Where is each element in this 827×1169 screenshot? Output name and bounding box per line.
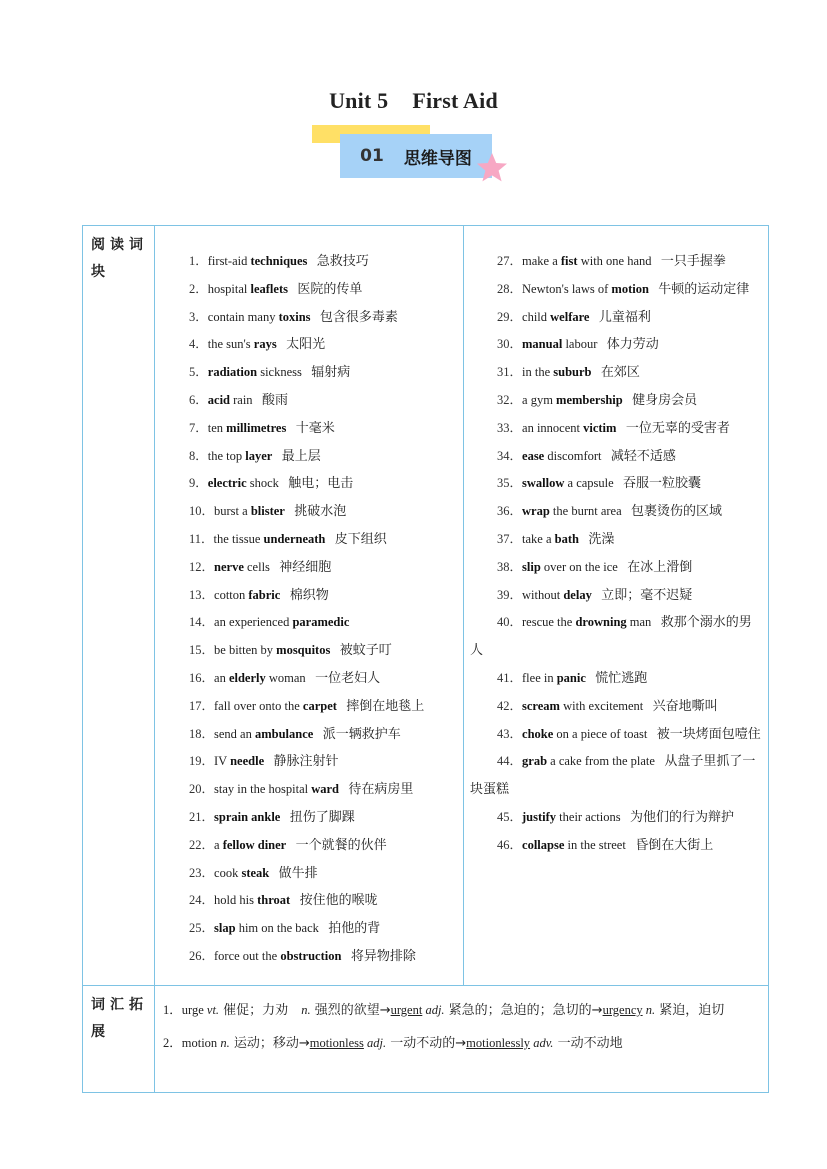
- item-translation: 拍他的背: [328, 921, 381, 937]
- item-translation: 最上层: [281, 448, 321, 464]
- item-keyword: electric: [207, 476, 247, 491]
- item-translation: 太阳光: [286, 337, 326, 353]
- item-keyword: panic: [556, 670, 586, 685]
- item-number: 22．: [189, 837, 215, 852]
- item-keyword: rays: [253, 337, 277, 352]
- item-keyword: acid: [207, 392, 230, 407]
- vocab-item: [189, 331, 459, 359]
- vocab-item: [189, 693, 459, 721]
- vocab-item: [189, 526, 459, 554]
- item-keyword: techniques: [250, 254, 308, 268]
- item-text: take a: [522, 531, 555, 546]
- item-number: 30．: [497, 337, 523, 352]
- vocab-item: [189, 248, 459, 276]
- item-text: the top: [207, 448, 246, 463]
- item-keyword: ambulance: [254, 726, 314, 741]
- vocab-item: [189, 387, 459, 415]
- item-translation: 将异物排除: [350, 948, 416, 964]
- item-number: 2．: [189, 281, 208, 296]
- vocab-item: [189, 721, 459, 749]
- item-text: IV: [214, 754, 231, 769]
- item-translation: 儿童福利: [598, 309, 651, 325]
- item-number: 34．: [497, 448, 523, 463]
- item-translation: 牛顿的运动定律: [658, 281, 750, 297]
- vocab-item: [189, 582, 459, 610]
- item-number: 14．: [189, 615, 215, 630]
- item-text: on a piece of toast: [553, 726, 648, 741]
- item-number: 43．: [497, 726, 523, 741]
- item-keyword: welfare: [550, 309, 590, 324]
- item-keyword: bath: [554, 531, 579, 546]
- item-number: 15．: [189, 643, 215, 658]
- derived-word: motionless: [309, 1035, 364, 1050]
- item-text: flee in: [522, 670, 557, 685]
- item-translation: 医院的传单: [297, 281, 363, 297]
- vocab-item: [470, 693, 762, 721]
- extension-line-2: 2．motion n. 运动；移动→motionless adj. 一动不动的→motionlessly adv. 一动不动地: [163, 1035, 623, 1051]
- item-keyword: toxins: [278, 309, 311, 324]
- item-keyword: motion: [611, 281, 649, 296]
- item-translation: 被蚊子叮: [339, 643, 392, 659]
- item-translation: 触电；电击: [288, 476, 354, 492]
- vocab-item: [470, 470, 762, 498]
- item-keyword: layer: [245, 448, 273, 463]
- item-keyword: delay: [563, 587, 592, 602]
- item-number: 20．: [189, 782, 215, 797]
- vocab-item: [470, 554, 762, 582]
- vocab-item: [470, 498, 762, 526]
- item-keyword: elderly: [228, 670, 266, 685]
- item-number: 8．: [189, 448, 208, 463]
- item-text: a capsule: [564, 476, 614, 491]
- item-keyword: blister: [250, 504, 285, 519]
- derived-word: urgent: [390, 1002, 423, 1017]
- item-keyword: carpet: [302, 698, 337, 713]
- item-text: labour: [562, 337, 598, 352]
- item-keyword: needle: [230, 754, 265, 769]
- item-translation: 慌忙逃跑: [595, 670, 648, 686]
- item-text: hospital: [207, 281, 251, 296]
- item-number: 19．: [189, 754, 215, 769]
- item-number: 24．: [189, 893, 215, 908]
- item-text: Newton's laws of: [522, 281, 612, 296]
- item-translation: 挑破水泡: [294, 504, 347, 520]
- item-translation: 棉织物: [289, 587, 329, 603]
- item-number: 41．: [497, 670, 523, 685]
- item-text: make a: [522, 254, 561, 268]
- item-text: the tissue: [213, 531, 264, 546]
- item-number: 42．: [497, 698, 523, 713]
- vocab-item: [470, 609, 762, 665]
- item-number: 4．: [189, 337, 208, 352]
- vocab-item: [470, 443, 762, 471]
- item-keyword: ward: [311, 782, 340, 797]
- item-number: 39．: [497, 587, 523, 602]
- item-number: 46．: [497, 837, 523, 852]
- item-keyword: drowning: [575, 615, 627, 630]
- vocab-item: [189, 804, 459, 832]
- unit-topic: First Aid: [412, 88, 498, 113]
- item-text: shock: [246, 476, 279, 491]
- vocab-item: [470, 276, 762, 304]
- item-number: 27．: [497, 254, 523, 268]
- extension-label: 词汇拓展: [83, 985, 155, 1092]
- item-translation: 摔倒在地毯上: [346, 698, 425, 714]
- vocab-item: [470, 304, 762, 332]
- vocab-item: [189, 304, 459, 332]
- item-translation: 做牛排: [278, 865, 318, 881]
- item-translation: 一位老妇人: [315, 670, 381, 686]
- item-keyword: fabric: [248, 587, 281, 602]
- item-keyword: swallow: [522, 476, 565, 491]
- item-number: 33．: [497, 420, 523, 435]
- vocab-item: [470, 248, 762, 276]
- vocab-item: [470, 415, 762, 443]
- item-text: man: [626, 615, 652, 630]
- item-text: hold his: [214, 893, 258, 908]
- item-translation: 在冰上滑倒: [627, 559, 693, 575]
- vocab-item: [470, 804, 762, 832]
- vocab-item: [470, 665, 762, 693]
- item-text: over on the ice: [540, 559, 618, 574]
- item-translation: 立即；毫不迟疑: [601, 587, 693, 603]
- item-keyword: manual: [522, 337, 563, 352]
- item-keyword: justify: [522, 809, 557, 824]
- item-translation: 健身房会员: [632, 392, 698, 408]
- item-keyword: sprain ankle: [214, 809, 281, 824]
- item-keyword: choke: [522, 726, 554, 741]
- vocab-item: [189, 832, 459, 860]
- vocab-item: [189, 637, 459, 665]
- item-keyword: fist: [560, 254, 578, 268]
- item-text: their actions: [556, 809, 621, 824]
- item-translation: 洗澡: [588, 531, 615, 547]
- item-text: an experienced: [214, 615, 293, 630]
- item-number: 36．: [497, 504, 523, 519]
- vocab-item: [470, 748, 762, 804]
- item-translation: 皮下组织: [334, 531, 387, 547]
- item-number: 21．: [189, 809, 215, 824]
- item-number: 11．: [189, 531, 214, 546]
- item-text: with one hand: [577, 254, 652, 268]
- item-keyword: wrap: [522, 504, 550, 519]
- item-translation: 静脉注射针: [273, 754, 339, 770]
- item-keyword: membership: [556, 392, 623, 407]
- item-text: with excitement: [559, 698, 644, 713]
- item-text: discomfort: [544, 448, 602, 463]
- vocab-item: [189, 415, 459, 443]
- item-number: 32．: [497, 392, 523, 407]
- item-text: sickness: [257, 365, 302, 380]
- item-translation: 十毫米: [295, 420, 335, 436]
- item-text: cells: [243, 559, 270, 574]
- reading-row: [83, 226, 769, 986]
- item-translation: 待在病房里: [348, 782, 414, 798]
- vocab-table: [82, 225, 769, 1093]
- vocab-item: [189, 609, 459, 637]
- item-translation: 减轻不适感: [610, 448, 676, 464]
- item-text: an innocent: [522, 420, 584, 435]
- item-keyword: fellow diner: [222, 837, 287, 852]
- item-number: 45．: [497, 809, 523, 824]
- item-text: the sun's: [207, 337, 254, 352]
- item-number: 38．: [497, 559, 523, 574]
- vocab-item: [189, 498, 459, 526]
- item-keyword: victim: [583, 420, 617, 435]
- item-translation: 酸雨: [261, 392, 288, 408]
- extension-row: [83, 985, 769, 1092]
- vocab-item: [189, 554, 459, 582]
- item-number: 9．: [189, 476, 208, 491]
- item-number: 16．: [189, 670, 215, 685]
- item-translation: 按住他的喉咙: [299, 893, 378, 909]
- item-text: without: [522, 587, 564, 602]
- item-number: 35．: [497, 476, 523, 491]
- item-translation: 体力劳动: [606, 337, 659, 353]
- item-translation: 包含很多毒素: [319, 309, 398, 325]
- extension-line-1: 1．urge vt. 催促；力劝 n. 强烈的欲望→urgent adj. 紧急的；急迫的；急切的→urgency n. 紧迫，迫切: [163, 1002, 725, 1018]
- item-number: 37．: [497, 531, 523, 546]
- item-text: a cake from the plate: [547, 754, 655, 769]
- item-text: burst a: [214, 504, 251, 519]
- item-number: 7．: [189, 420, 208, 435]
- vocab-item: [189, 665, 459, 693]
- item-keyword: mosquitos: [276, 643, 331, 658]
- item-translation: 为他们的行为辩护: [630, 809, 735, 825]
- item-text: a gym: [522, 392, 557, 407]
- item-text: in the street: [564, 837, 626, 852]
- vocab-item: [189, 359, 459, 387]
- unit-label: Unit 5: [329, 88, 389, 113]
- item-number: 23．: [189, 865, 215, 880]
- item-translation: 一位无辜的受害者: [625, 420, 730, 436]
- vocab-item: [189, 887, 459, 915]
- item-text: an: [214, 670, 229, 685]
- item-text: be bitten by: [214, 643, 277, 658]
- vocab-item: [470, 832, 762, 860]
- item-keyword: grab: [522, 754, 548, 769]
- item-translation: 吞服一粒胶囊: [623, 476, 702, 492]
- vocab-item: [189, 443, 459, 471]
- item-keyword: steak: [241, 865, 270, 880]
- item-number: 5．: [189, 365, 208, 380]
- item-keyword: suburb: [553, 365, 592, 380]
- item-text: first-aid: [207, 254, 251, 268]
- vocab-item: [189, 915, 459, 943]
- reading-label: 阅读词块: [83, 226, 155, 986]
- item-keyword: paramedic: [292, 615, 350, 630]
- derived-word: urgency: [602, 1002, 643, 1017]
- item-text: him on the back: [235, 921, 319, 936]
- item-number: 13．: [189, 587, 215, 602]
- item-number: 1．: [189, 254, 208, 268]
- section-badge: [312, 125, 512, 187]
- item-keyword: underneath: [263, 531, 326, 546]
- item-number: 18．: [189, 726, 215, 741]
- item-number: 26．: [189, 948, 215, 963]
- item-text: cotton: [214, 587, 249, 602]
- item-translation: 辐射病: [311, 365, 351, 381]
- item-number: 6．: [189, 392, 208, 407]
- item-text: in the: [522, 365, 554, 380]
- item-translation: 急救技巧: [316, 254, 369, 269]
- item-text: contain many: [207, 309, 279, 324]
- section-number: 01: [360, 146, 384, 166]
- vocab-item: [470, 582, 762, 610]
- item-keyword: throat: [257, 893, 291, 908]
- section-label: 思维导图: [403, 148, 472, 169]
- item-text: child: [522, 309, 551, 324]
- item-text: ten: [207, 420, 227, 435]
- item-number: 40．: [497, 615, 523, 630]
- item-number: 10．: [189, 504, 215, 519]
- item-number: 31．: [497, 365, 523, 380]
- vocab-item: [189, 276, 459, 304]
- item-translation: 从盘子里抓了一块蛋糕: [470, 754, 756, 798]
- item-text: a: [214, 837, 223, 852]
- item-translation: 一只手握拳: [660, 254, 726, 269]
- vocab-item: [189, 748, 459, 776]
- item-translation: 派一辆救护车: [322, 726, 401, 742]
- item-keyword: collapse: [522, 837, 565, 852]
- item-translation: 包裹烫伤的区域: [631, 504, 723, 520]
- vocab-item: [189, 943, 459, 971]
- item-keyword: scream: [522, 698, 560, 713]
- item-keyword: radiation: [207, 365, 258, 380]
- item-translation: 扭伤了脚踝: [289, 809, 355, 825]
- item-translation: 在郊区: [600, 365, 640, 381]
- vocab-item: [189, 470, 459, 498]
- vocab-item: [189, 776, 459, 804]
- item-text: cook: [214, 865, 242, 880]
- page-title: [0, 88, 827, 114]
- item-number: 17．: [189, 698, 215, 713]
- item-keyword: nerve: [214, 559, 244, 574]
- item-text: the burnt area: [549, 504, 622, 519]
- item-text: rain: [230, 392, 253, 407]
- item-text: rescue the: [522, 615, 576, 630]
- item-text: woman: [265, 670, 306, 685]
- item-keyword: slap: [214, 921, 236, 936]
- item-translation: 昏倒在大街上: [635, 837, 714, 853]
- reading-col-2: [464, 226, 769, 986]
- item-translation: 神经细胞: [279, 559, 332, 575]
- badge-blue-box: [340, 134, 492, 178]
- item-text: send an: [214, 726, 255, 741]
- item-translation: 一个就餐的伙伴: [295, 837, 387, 853]
- vocab-item: [470, 387, 762, 415]
- vocab-item: [470, 526, 762, 554]
- vocab-item: [470, 331, 762, 359]
- item-number: 25．: [189, 921, 215, 936]
- item-number: 29．: [497, 309, 523, 324]
- item-translation: 救那个溺水的男人: [470, 615, 752, 659]
- item-text: fall over onto the: [214, 698, 303, 713]
- star-icon: [475, 151, 509, 185]
- item-keyword: slip: [522, 559, 541, 574]
- reading-col-1: [155, 226, 464, 986]
- item-number: 3．: [189, 309, 208, 324]
- item-keyword: millimetres: [226, 420, 287, 435]
- item-number: 44．: [497, 754, 523, 769]
- item-translation: 兴奋地嘶叫: [652, 698, 718, 714]
- item-text: force out the: [214, 948, 281, 963]
- item-keyword: ease: [522, 448, 545, 463]
- item-keyword: leaflets: [250, 281, 288, 296]
- item-translation: 被一块烤面包噎住: [656, 726, 761, 742]
- vocab-item: [189, 860, 459, 888]
- vocab-item: [470, 721, 762, 749]
- item-number: 12．: [189, 559, 215, 574]
- item-keyword: obstruction: [280, 948, 342, 963]
- vocab-item: [470, 359, 762, 387]
- extension-content: [155, 985, 769, 1092]
- item-text: stay in the hospital: [214, 782, 312, 797]
- item-number: 28．: [497, 281, 523, 296]
- derived-word: motionlessly: [466, 1035, 531, 1050]
